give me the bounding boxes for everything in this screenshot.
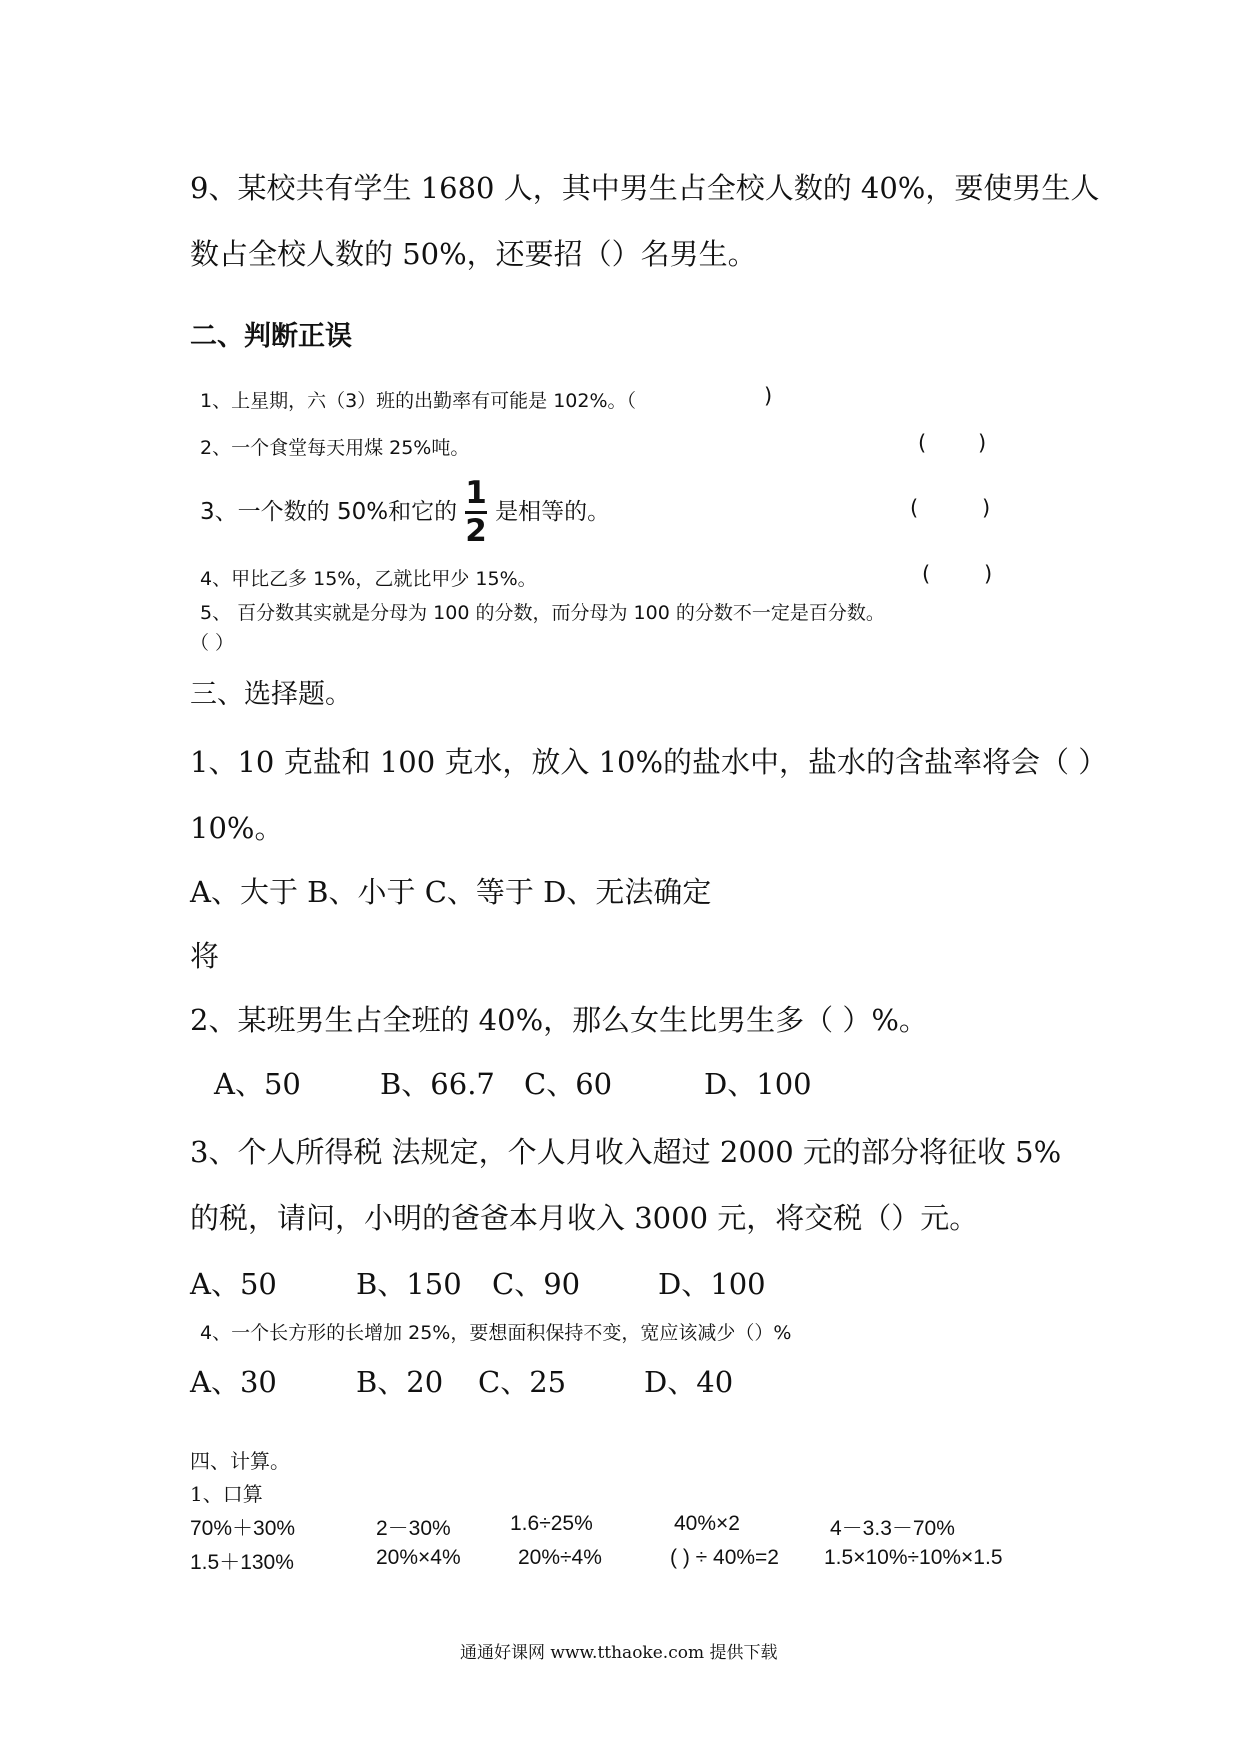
judge-item-2-open: (	[918, 431, 927, 455]
choice-q1-line-2: 10%。	[190, 811, 284, 845]
choice-q2-option-a: A、50	[214, 1067, 301, 1101]
choice-q3-option-c: C、90	[492, 1267, 581, 1301]
judge-item-5: 5、 百分数其实就是分母为 100 的分数，而分母为 100 的分数不一定是百分数。	[200, 602, 885, 624]
calc-r2-c2: 20%×4%	[376, 1546, 461, 1569]
one-half-fraction	[465, 475, 487, 549]
choice-q3-option-d: D、100	[658, 1267, 766, 1301]
choice-q4-option-c: C、25	[478, 1365, 567, 1399]
section-4-title: 四、计算。	[190, 1449, 290, 1473]
choice-q4: 4、一个长方形的长增加 25%，要想面积保持不变，宽应该减少（）%	[200, 1322, 792, 1344]
judge-item-3-close: )	[982, 496, 991, 520]
calc-r2-c3: 20%÷4%	[518, 1546, 602, 1569]
judge-item-3-prefix: 3、一个数的 50%和它的	[200, 499, 458, 525]
page-footer: 通通好课网 www.tthaoke.com 提供下载	[460, 1643, 778, 1663]
calc-r1-c2: 2－30%	[376, 1517, 451, 1540]
judge-item-3	[200, 475, 611, 549]
choice-q3-option-b: B、150	[356, 1267, 462, 1301]
q9-line-2: 数占全校人数的 50%，还要招（）名男生。	[190, 237, 757, 271]
stray-character: 将	[190, 939, 220, 973]
calc-r1-c3: 1.6÷25%	[510, 1512, 593, 1535]
choice-q3-line-2: 的税，请问，小明的爸爸本月收入 3000 元，将交税（）元。	[190, 1201, 979, 1235]
calc-r2-c5: 1.5×10%÷10%×1.5	[824, 1546, 1003, 1569]
choice-q2-option-b: B、66.7	[380, 1067, 495, 1101]
calc-r2-c4: ( ) ÷ 40%=2	[670, 1546, 779, 1569]
judge-item-2: 2、一个食堂每天用煤 25%吨。	[200, 437, 470, 459]
fraction-numerator: 1	[465, 475, 487, 511]
choice-q1-options: A、大于 B、小于 C、等于 D、无法确定	[190, 875, 712, 909]
choice-q4-option-d: D、40	[644, 1365, 734, 1399]
section-2-title: 二、判断正误	[190, 321, 352, 352]
choice-q3-line-1: 3、个人所得税 法规定，个人月收入超过 2000 元的部分将征收 5%	[190, 1135, 1062, 1169]
judge-item-5-paren: （ ）	[190, 632, 235, 654]
judge-item-4-close: )	[984, 562, 993, 586]
mental-math-label: 1、口算	[190, 1482, 263, 1506]
judge-item-3-open: (	[910, 496, 919, 520]
calc-r1-c5: 4－3.3－70%	[830, 1517, 955, 1540]
fraction-denominator: 2	[465, 513, 487, 549]
choice-q4-option-b: B、20	[356, 1365, 444, 1399]
choice-q3-option-a: A、50	[190, 1267, 277, 1301]
judge-item-1: 1、上星期，六（3）班的出勤率有可能是 102%。（	[200, 390, 637, 412]
choice-q2-option-d: D、100	[704, 1067, 812, 1101]
choice-q2: 2、某班男生占全班的 40%，那么女生比男生多（ ）%。	[190, 1003, 928, 1037]
choice-q1-line-1: 1、10 克盐和 100 克水，放入 10%的盐水中，盐水的含盐率将会（ ）	[190, 745, 1108, 779]
calc-r1-c1: 70%＋30%	[190, 1517, 296, 1540]
choice-q4-option-a: A、30	[190, 1365, 277, 1399]
judge-item-2-close: )	[978, 431, 987, 455]
judge-item-1-close: )	[764, 384, 773, 408]
judge-item-4-open: (	[922, 562, 931, 586]
judge-item-3-suffix: 是相等的。	[495, 499, 611, 525]
judge-item-4: 4、甲比乙多 15%，乙就比甲少 15%。	[200, 568, 537, 590]
calc-r2-c1: 1.5＋130%	[190, 1551, 294, 1574]
q9-line-1: 9、某校共有学生 1680 人，其中男生占全校人数的 40%，要使男生人	[190, 171, 1100, 205]
choice-q2-option-c: C、60	[524, 1067, 613, 1101]
calc-r1-c4: 40%×2	[674, 1512, 740, 1535]
section-3-title: 三、选择题。	[190, 679, 352, 710]
